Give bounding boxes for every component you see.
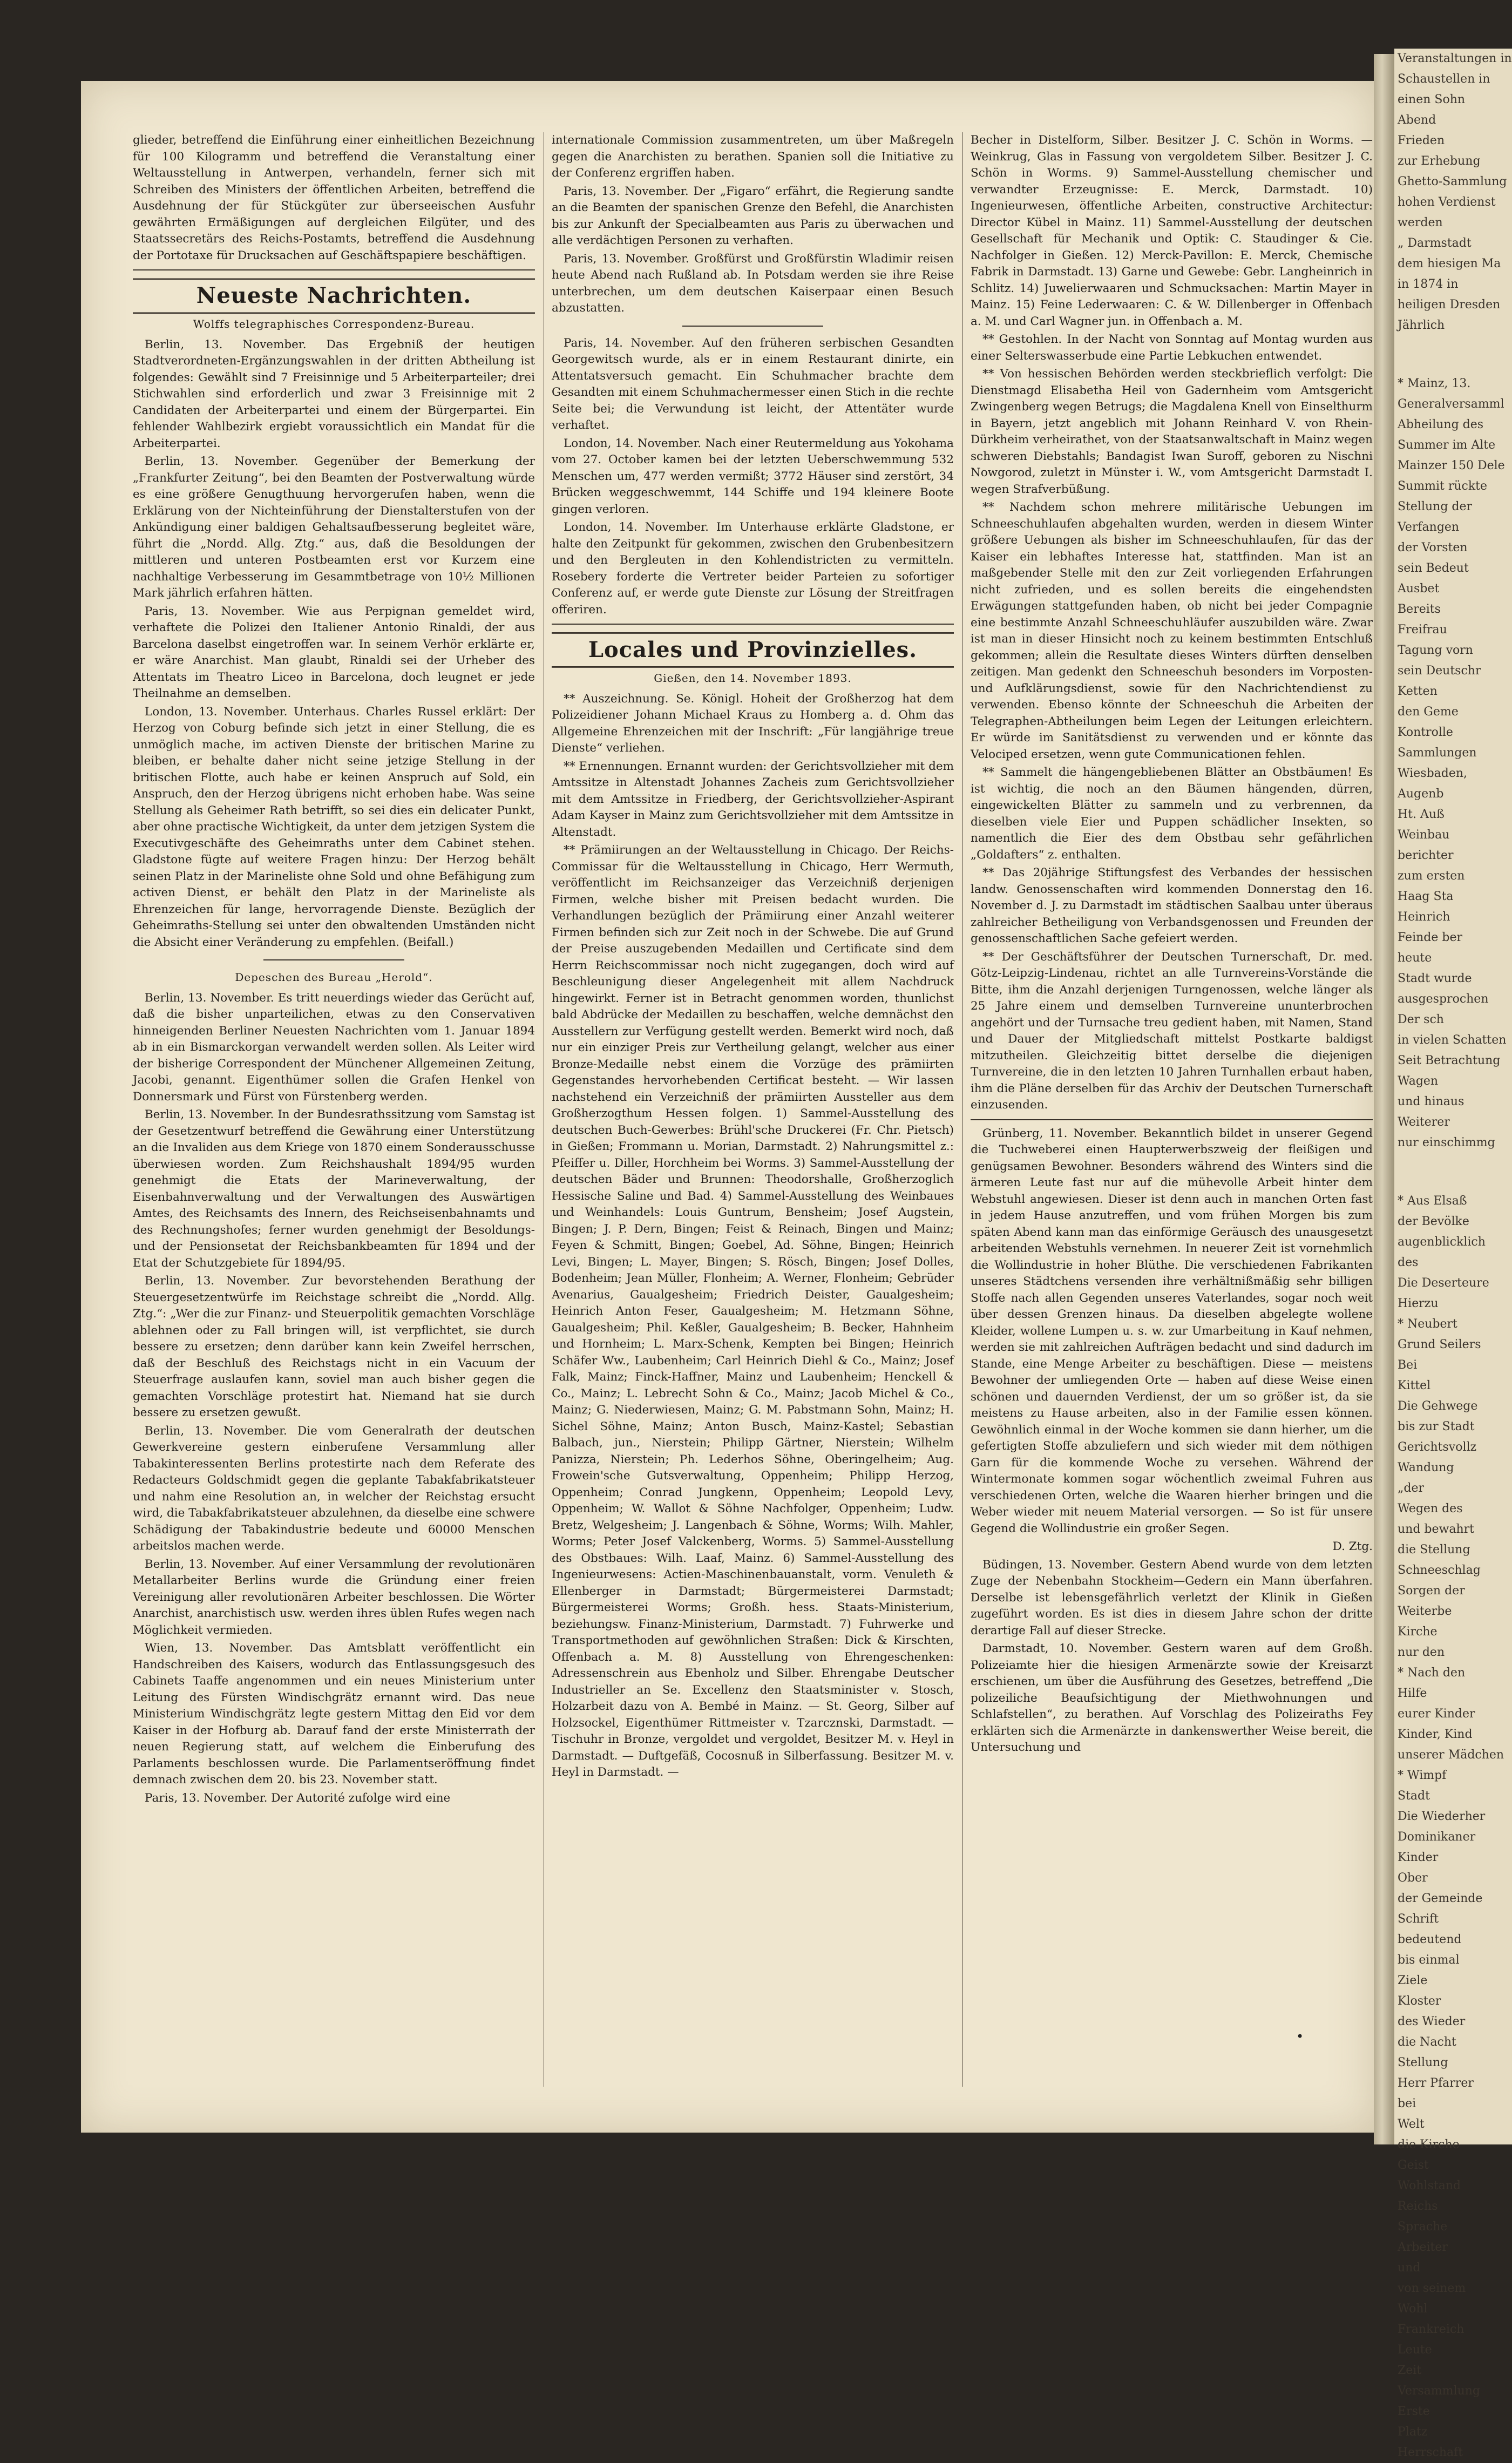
column-left bbox=[133, 132, 535, 2087]
adjacent-page-line: Leute bbox=[1398, 2343, 1432, 2357]
adjacent-page-line: Ht. Auß bbox=[1398, 808, 1445, 821]
divider bbox=[682, 326, 823, 327]
article-paragraph: Berlin, 13. November. Zur bevorstehenden Berathung der Steuergesetzentwürfe im Reichstage schreibt die „Nordd. Allg. Ztg.“: „Wer die zur Finanz- und Steuerpolitik gemachten Vorschläge ablehnen oder zu Fall bringen will, ist verpflichtet, sie durch bessere zu ersetzen; denn darüber kann kein Zweifel herrschen, daß der Beschluß des Reichstags nicht in ein Vacuum der Steuerfrage auslaufen kann, soviel man auch bisher gegen die gemachten Vorschläge protestirt hat. Niemand hat sie durch bessere zu ersetzen gewußt. bbox=[133, 1274, 535, 1419]
section-title: Locales und Provinzielles. bbox=[552, 632, 954, 668]
adjacent-page-line: heute bbox=[1398, 951, 1432, 965]
adjacent-page-line: Ziele bbox=[1398, 1974, 1428, 1987]
article-paragraph: Becher in Distelform, Silber. Besitzer J. C. Schön in Worms. — Weinkrug, Glas in Fassung von vergoldetem Silber. Besitzer J. C. Schön in Worms. 9) Sammel-Ausstellung chemischer und verwandter Erzeugnisse: E. Merck, Darmstadt. 10) Ingenieurwesen, öffentliche Arbeiten, constructive Architectur: Director Kübel in Mainz. 11) Sammel-Ausstellung der deutschen Gesellschaft für Mechanik und Optik: C. Staudinger & Cie. Nachfolger in Gießen. 12) Merck-Pavillon: E. Merck, Chemische Fabrik in Darmstadt. 13) Garne und Gewebe: Gebr. Langheinrich in Schlitz. 14) Juwelierwaaren und Schmucksachen: Martin Mayer in Mainz. 15) Feine Lederwaaren: C. & W. Dillenberger in Offenbach a. M. und Carl Wagner jun. in Offenbach a. M. bbox=[971, 133, 1373, 328]
adjacent-page-line: sein Bedeut bbox=[1398, 561, 1469, 575]
adjacent-page-line: in vielen Schatten bbox=[1398, 1033, 1507, 1047]
adjacent-page-line: heiligen Dresden bbox=[1398, 298, 1501, 312]
adjacent-page-line: * Mainz, 13. bbox=[1398, 377, 1471, 390]
article-paragraph: ** Prämiirungen an der Weltausstellung in Chicago. Der Reichs-Commissar für die Weltausstellung in Chicago, Herr Wermuth, veröffentlicht im Reichsanzeiger das Verzeichniß derjenigen Firmen, welche bisher mit Preisen bedacht wurden. Die Verhandlungen bezüglich der Prämiirung einer Anzahl weiterer Firmen befinden sich zur Zeit noch in der Schwebe. Die auf Grund der Preise auszugebenden Medaillen und Certificate sind dem Herrn Reichscommissar noch nicht zugegangen, doch wird auf Beschleunigung dieser Angelegenheit mit allem Nachdruck hingewirkt. Ferner ist in Betracht genommen worden, thunlichst bald Abdrücke der Medaillen zu beschaffen, welche demnächst den Ausstellern zur Verfügung gestellt werden. Bemerkt wird noch, daß nur ein einziger Preis zur Vertheilung gelangt, welcher aus einer Bronze-Medaille nebst einem die Vorzüge des prämiirten Gegenstandes hervorhebenden Certificat besteht. — Wir lassen nachstehend ein Verzeichniß der prämiirten Aussteller aus dem Großherzogthum Hessen folgen. 1) Sammel-Ausstellung des deutschen Buch-Gewerbes: Brühl'sche Druckerei (Fr. Chr. Pietsch) in Gießen; Frommann u. Morian, Darmstadt. 2) Nahrungsmittel z.: Pfeiffer u. Diller, Horchheim bei Worms. 3) Sammel-Ausstellung der deutschen Bäder und Brunnen: Theodorshalle, Großherzoglich Hessische Saline und Bad. 4) Sammel-Ausstellung des Weinbaues und Weinhandels: Louis Guntrum, Bensheim; Josef Augstein, Bingen; J. P. Dern, Bingen; Feist & Reinach, Bingen und Mainz; Feyen & Schmitt, Bingen; Goebel, Ad. Söhne, Bingen; Heinrich Levi, Bingen; L. Mayer, Bingen; S. Rösch, Bingen; Josef Dolles, Bodenheim; Jean Müller, Flonheim; A. Werner, Flonheim; Gebrüder Avenarius, Gaualgesheim; Friedrich Deister, Gaualgesheim; Heinrich Anton Feser, Gaualgesheim; M. Hetzmann Söhne, Gaualgesheim; Phil. Keßler, Gaualgesheim; B. Becker, Hahnheim und Hornheim; L. Marx-Schenk, Kempten bei Bingen; Heinrich Schäfer Ww., Laubenheim; Carl Heinrich Diehl & Co., Mainz; Josef Falk, Mainz; Finck-Haffner, Mainz und Laubenheim; Henckell & Co., Mainz; L. Lebrecht Sohn & Co., Mainz; Jacob Michel & Co., Mainz; G. Niederwiesen, Mainz; G. M. Pabstmann Sohn, Mainz; H. Sichel Söhne, Mainz; Anton Busch, Mainz-Kastel; Sebastian Balbach, jun., Nierstein; Philipp Gärtner, Nierstein; Wilhelm Panizza, Nierstein; Ph. Lederhos Söhne, Oberingelheim; Aug. Frowein'sche Gutsverwaltung, Oppenheim; Philipp Herzog, Oppenheim; Conrad Jungkenn, Oppenheim; Leopold Levy, Oppenheim; W. Wallot & Söhne Nachfolger, Oppenheim; Ludw. Bretz, Welgesheim; J. Langenbach & Söhne, Worms; Wilh. Mahler, Worms; Peter Josef Valckenberg, Worms. 5) Sammel-Ausstellung des Obstbaues: Wilh. Laaf, Mainz. 6) Sammel-Ausstellung des Ingenieurwesens: Actien-Maschinenbauanstalt, vorm. Venuleth & Ellenberger in Darmstadt; Bürgermeisterei Darmstadt; Bürgermeisterei Worms; Großh. hess. Staats-Ministerium, beziehungsw. Finanz-Ministerium, Darmstadt. 7) Fuhrwerke und Transportmethoden auf gewöhnlichen Straßen: Dick & Kirschten, Offenbach a. M. 8) Ausstellung von Ehrengeschenken: Adressenschrein aus Ebenholz und Silber. Ehrengabe Deutscher Industrieller an Se. Excellenz den Staatsminister v. Stosch, Holzarbeit dazu von A. Bembé in Mainz. — St. Georg, Silber auf Holzsockel, Eigenthümer Rittmeister v. Tzarcznski, Darmstadt. — Tischuhr in Bronze, vergoldet und vergoldet, Besitzer M. v. Heyl in Darmstadt. — Duftgefäß, Cocosnuß in Silberfassung. Besitzer M. v. Heyl in Darmstadt. — bbox=[552, 843, 954, 1779]
adjacent-page-line: Schrift bbox=[1398, 1912, 1439, 1926]
adjacent-page-line: Die Gehwege bbox=[1398, 1399, 1478, 1413]
article-paragraph: Darmstadt, 10. November. Gestern waren auf dem Großh. Polizeiamte hier die hiesigen Armenärzte sowie der Kreisarzt erschienen, um über die Ausführung des Gesetzes, betreffend „Die polizeiliche Beaufsichtigung der Miethwohnungen und Schlafstellen“, zu berathen. Auf Vorschlag des Polizeiraths Fey erklärten sich die Armenärzte in dankenswerther Weise bereit, die Untersuchung und bbox=[971, 1642, 1373, 1754]
adjacent-page-fragment bbox=[1394, 49, 1512, 2459]
adjacent-page-line: Abend bbox=[1398, 113, 1436, 127]
adjacent-page-line: werden bbox=[1398, 216, 1443, 229]
adjacent-page-line: Weinbau bbox=[1398, 828, 1450, 842]
adjacent-page-line: den Geme bbox=[1398, 705, 1459, 719]
adjacent-page-line: Dominikaner bbox=[1398, 1830, 1476, 1844]
adjacent-page-line: Kontrolle bbox=[1398, 726, 1453, 739]
adjacent-page-line: Arbeiter bbox=[1398, 2241, 1448, 2254]
adjacent-page-line: Kirche bbox=[1398, 1625, 1438, 1639]
adjacent-page-line: Der sch bbox=[1398, 1013, 1444, 1026]
article-paragraph: Berlin, 13. November. Das Ergebniß der heutigen Stadtverordneten-Ergänzungswahlen in der dritten Abtheilung ist folgendes: Gewählt sind 7 Freisinnige und 5 Arbeiterparteiler; drei Stichwahlen sind erforderlich und zwar 3 Freisinnige mit 2 Candidaten der Arbeiterpartei und einem der Bürgerpartei. Ein fehlender Wahlbezirk ergiebt voraussichtlich ein Mandat für die Arbeiterpartei. bbox=[133, 337, 535, 450]
adjacent-page-line: bedeutend bbox=[1398, 1933, 1462, 1946]
adjacent-page-line: bis zur Stadt bbox=[1398, 1420, 1475, 1433]
adjacent-page-line: Die Wiederher bbox=[1398, 1810, 1486, 1823]
adjacent-page-line: der Gemeinde bbox=[1398, 1892, 1483, 1905]
adjacent-page-line: Schaustellen in bbox=[1398, 72, 1490, 86]
newspaper-page bbox=[81, 81, 1374, 2133]
adjacent-page-line: Erste bbox=[1398, 2405, 1430, 2418]
adjacent-page-line: zum ersten bbox=[1398, 869, 1465, 883]
adjacent-page-line: Kittel bbox=[1398, 1379, 1431, 1392]
adjacent-page-line: und bewahrt bbox=[1398, 1523, 1474, 1536]
adjacent-page-line: berichter bbox=[1398, 849, 1454, 862]
adjacent-page-line: nur einschimmg bbox=[1398, 1136, 1495, 1149]
adjacent-page-line: Herrschaft bbox=[1398, 2446, 1463, 2459]
adjacent-page-line: Stadt bbox=[1398, 1789, 1430, 1803]
adjacent-page-line: Freifrau bbox=[1398, 623, 1447, 637]
adjacent-page-line: Wohl bbox=[1398, 2302, 1428, 2316]
article-paragraph: Berlin, 13. November. Die vom Generalrath der deutschen Gewerkvereine gestern einberufene Versammlung aller Tabakinteressenten Berlins protestirte nach dem Referate des Redacteurs Goldschmidt gegen die geplante Tabakfabrikatsteuer und nahm eine Resolution an, in welcher der Reichstag ersucht wird, die Tabakfabrikatsteuer abzulehnen, da dieselbe eine schwere Schädigung der Tabakindustrie bedeute und 60000 Menschen arbeitslos machen werde. bbox=[133, 1424, 535, 1553]
column-middle bbox=[552, 132, 954, 2087]
adjacent-page-line: „ Darmstadt bbox=[1398, 236, 1472, 250]
section-subtitle: Wolffs telegraphisches Correspondenz-Bureau. bbox=[193, 317, 475, 330]
article-paragraph: London, 14. November. Nach einer Reutermeldung aus Yokohama vom 27. October kamen bei der letzten Ueberschwemmung 532 Menschen um, 477 werden vermißt; 3772 Häuser sind zerstört, 34 Brücken weggeschwemmt, 144 Schiffe und 194 kleinere Boote gingen verloren. bbox=[552, 436, 954, 516]
article-paragraph: Berlin, 13. November. Auf einer Versammlung der revolutionären Metallarbeiter Berlins wurde die Gründung einer freien Vereinigung aller revolutionären Arbeiter beschlossen. Die Wörter Anarchist, anarchistisch usw. werden ihres üblen Rufes wegen nach Möglichkeit vermieden. bbox=[133, 1557, 535, 1637]
adjacent-page-line: Ausbet bbox=[1398, 582, 1440, 596]
adjacent-page-line: Mainzer 150 Dele bbox=[1398, 459, 1505, 472]
adjacent-page-line: Schneeschlag bbox=[1398, 1564, 1481, 1577]
adjacent-page-line: hohen Verdienst bbox=[1398, 195, 1496, 209]
adjacent-page-line: Heinrich bbox=[1398, 910, 1450, 924]
column-rule bbox=[962, 132, 963, 2087]
adjacent-page-line: und hinaus bbox=[1398, 1095, 1464, 1108]
divider bbox=[552, 624, 954, 625]
adjacent-page-line: die Stellung bbox=[1398, 1543, 1470, 1557]
article-paragraph: ** Von hessischen Behörden werden steckbrieflich verfolgt: Die Dienstmagd Elisabetha Heil von Gadernheim vom Amtsgericht Zwingenberg wegen Betrugs; die Magdalena Knell von Einselthurm in Bayern, jetzt angeblich mit Johann Reinhard V. von Rhein-Dürkheim verheirathet, von der Staatsanwaltschaft in Mainz wegen schweren Diebstahls; Bandagist Iwan Suroff, geboren zu Nischni Nowgorod, zuletzt in Münster i. W., vom Amtsgericht Darmstadt I. wegen Strafverbüßung. bbox=[971, 367, 1373, 496]
adjacent-page-line: Sprache bbox=[1398, 2220, 1448, 2234]
article-source: D. Ztg. bbox=[1332, 1540, 1373, 1553]
adjacent-page-line: Platz bbox=[1398, 2425, 1428, 2439]
adjacent-page-line: Grund Seilers bbox=[1398, 1338, 1481, 1351]
adjacent-page-line: Hierzu bbox=[1398, 1297, 1439, 1310]
adjacent-page-line: Augenb bbox=[1398, 787, 1444, 801]
article-paragraph: ** Ernennungen. Ernannt wurden: der Gerichtsvollzieher mit dem Amtssitze in Altenstadt Johannes Zacheis zum Gerichtsvollzieher mit dem Amtssitze in Friedberg, der Gerichtsvollzieher-Aspirant Adam Kayser in Mainz zum Gerichtsvollzieher mit dem Amtssitze in Altenstadt. bbox=[552, 759, 954, 839]
adjacent-page-line: Weiterbe bbox=[1398, 1605, 1452, 1618]
adjacent-page-line: dem hiesigen Ma bbox=[1398, 257, 1501, 270]
adjacent-page-line: Bei bbox=[1398, 1358, 1418, 1372]
adjacent-page-line: Verfangen bbox=[1398, 520, 1460, 534]
adjacent-page-line: unserer Mädchen bbox=[1398, 1748, 1504, 1762]
adjacent-page-line: * Aus Elsaß bbox=[1398, 1194, 1467, 1208]
article-paragraph: Büdingen, 13. November. Gestern Abend wurde von dem letzten Zuge der Nebenbahn Stockheim—Gedern ein Mann überfahren. Derselbe ist lebensgefährlich verletzt der Klinik in Gießen zugeführt worden. Es ist dies in diesem Jahre schon der dritte derartige Fall auf dieser Strecke. bbox=[971, 1558, 1373, 1638]
article-paragraph: London, 14. November. Im Unterhause erklärte Gladstone, er halte den Zeitpunkt für gekommen, zwischen den Grubenbesitzern und den Bergleuten in den Kohlendistricten zu vermitteln. Rosebery forderte die Vertreter beider Parteien zu sofortiger Conferenz auf, er werde gute Dienste zur Lösung der Streitfragen offeriren. bbox=[552, 520, 954, 617]
article-paragraph: ** Sammelt die hängengebliebenen Blätter an Obstbäumen! Es ist wichtig, die noch an den Bäumen hängenden, dürren, eingewickelten Blätter zu sammeln und zu verbrennen, da dieselben viele Eier und Puppen schädlicher Insekten, so namentlich die Eier des dem Obstbau sehr gefährlichen „Goldafters“ z. enthalten. bbox=[971, 766, 1373, 862]
adjacent-page-line: Summit rückte bbox=[1398, 479, 1488, 493]
article-paragraph: Paris, 14. November. Auf den früheren serbischen Gesandten Georgewitsch wurde, als er in einem Restaurant dinirte, ein Attentatsversuch gemacht. Ein Schuhmacher brachte dem Gesandten mit einem Schuhmachermesser einen Stich in die rechte Seite bei; die Verwundung ist leicht, der Attentäter wurde verhaftet. bbox=[552, 336, 954, 432]
adjacent-page-line: der Vorsten bbox=[1398, 541, 1468, 554]
adjacent-page-line: sein Deutschr bbox=[1398, 664, 1481, 678]
adjacent-page-line: Wegen des bbox=[1398, 1502, 1463, 1515]
article-paragraph: Paris, 13. November. Der „Figaro“ erfährt, die Regierung sandte an die Beamten der spanischen Grenze den Befehl, die Anarchisten bis zur Ankunft der Specialbeamten aus Paris zu überwachen und alle verdächtigen Personen zu verhaften. bbox=[552, 184, 954, 247]
adjacent-page-line: Kinder, Kind bbox=[1398, 1728, 1473, 1741]
adjacent-page-line: Hilfe bbox=[1398, 1687, 1427, 1700]
adjacent-page-line: Summer im Alte bbox=[1398, 438, 1496, 452]
adjacent-page-line: Stellung bbox=[1398, 2056, 1448, 2069]
adjacent-page-line: Welt bbox=[1398, 2117, 1425, 2131]
adjacent-page-line: Ghetto-Sammlung bbox=[1398, 175, 1507, 188]
article-paragraph: ** Das 20jährige Stiftungsfest des Verbandes der hessischen landw. Genossenschaften wird kommenden Donnerstag den 16. November d. J. zu Darmstadt im städtischen Saalbau unter überaus zahlreicher Betheiligung von Verbandsgenossen und Freunden der genossenschaftlichen Sache gefeiert werden. bbox=[971, 866, 1373, 945]
adjacent-page-line: Wiesbaden, bbox=[1398, 767, 1468, 780]
adjacent-page-line: von seinem bbox=[1398, 2282, 1466, 2295]
adjacent-page-line: Wandung bbox=[1398, 1461, 1454, 1474]
article-paragraph: Wien, 13. November. Das Amtsblatt veröffentlicht ein Handschreiben des Kaisers, wodurch das Entlassungsgesuch des Cabinets Taaffe angenommen und ein neues Ministerium unter Leitung des Fürsten Windischgrätz ernannt wird. Das neue Ministerium Windischgrätz legte gestern Mittag den Eid vor dem Kaiser in der Hofburg ab. Darauf fand der erste Ministerrath der neuen Regierung statt, auf welchem die Einberufung des Parlaments beschlossen wurde. Die Parlamentseröffnung findet demnach zwischen dem 20. bis 23. November statt. bbox=[133, 1641, 535, 1787]
adjacent-page-line: Abheilung des bbox=[1398, 418, 1484, 431]
article-paragraph: London, 13. November. Unterhaus. Charles Russel erklärt: Der Herzog von Coburg befinde sich jetzt in einer Stellung, die es unmöglich mache, im activen Dienste der britischen Marine zu bleiben, er behalte daher nicht seine jetzige Stellung in der britischen Flotte, auch habe er keinen Anspruch auf Sold, ein Anspruch, den der Herzog übrigens nicht erhoben habe. Was seine Stellung als Geheimer Rath betrifft, so sei dies ein delicater Punkt, aber ohne practische Wichtigkeit, da unter dem jetzigen System die Executivgeschäfte des Geheimraths unter dem Cabinet stehen. Gladstone fügte auf weitere Fragen hinzu: Der Herzog behält seinen Platz in der Marineliste ohne Sold und ohne Befähigung zum activen Dienst, er behält den Platz in der Marineliste als Ehrenzeichen für lange, hervorragende Dienste. Bezüglich der Geheimraths-Stellung sei unter den obwaltenden Umständen nicht die Absicht einer Veränderung zu empfehlen. (Beifall.) bbox=[133, 705, 535, 949]
adjacent-page-line: * Neubert bbox=[1398, 1317, 1457, 1331]
page-edge bbox=[1374, 54, 1394, 2144]
article-paragraph: Berlin, 13. November. Es tritt neuerdings wieder das Gerücht auf, daß die bisher unparteilichen, etwas zu den Conservativen hinneigenden Berliner Neuesten Nachrichten vom 1. Januar 1894 ab in ein Bismarckorgan verwandelt werden sollen. Als Leiter wird der bisherige Correspondent der Münchener Allgemeinen Zeitung, Jacobi, genannt. Eigenthümer sollen die Grafen Henkel von Donnersmark und Fürst von Fürstenberg werden. bbox=[133, 991, 535, 1104]
adjacent-page-line: Kinder bbox=[1398, 1851, 1439, 1864]
adjacent-page-line: Veranstaltungen in bbox=[1398, 52, 1512, 65]
adjacent-page-line: nur den bbox=[1398, 1646, 1445, 1659]
column-right bbox=[971, 132, 1373, 2087]
adjacent-page-line: Tagung vorn bbox=[1398, 644, 1473, 657]
article-paragraph: internationale Commission zusammentreten, um über Maßregeln gegen die Anarchisten zu berathen. Spanien soll die Initiative zu der Conferenz ergriffen haben. bbox=[552, 133, 954, 180]
adjacent-page-line: und bbox=[1398, 2261, 1421, 2275]
divider bbox=[133, 269, 535, 270]
adjacent-page-line: Bereits bbox=[1398, 603, 1441, 616]
adjacent-page-line: augenblicklich bbox=[1398, 1235, 1486, 1249]
adjacent-page-line: Wagen bbox=[1398, 1074, 1439, 1088]
adjacent-page-line: des Wieder bbox=[1398, 2015, 1466, 2028]
dateline: Gießen, den 14. November 1893. bbox=[654, 672, 852, 685]
adjacent-page-line: Feinde ber bbox=[1398, 931, 1463, 944]
section-title: Neueste Nachrichten. bbox=[133, 278, 535, 314]
adjacent-page-line: des bbox=[1398, 1256, 1419, 1269]
adjacent-page-line: Stadt wurde bbox=[1398, 972, 1472, 985]
adjacent-page-line: die Nacht bbox=[1398, 2035, 1456, 2049]
divider bbox=[971, 1119, 1373, 1120]
article-paragraph: ** Nachdem schon mehrere militärische Uebungen im Schneeschuhlaufen abgehalten wurden, werden in diesem Winter größere Uebungen als bisher im Schneeschuhlaufen, für das der Kaiser ein lebhaftes Interesse hat, stattfinden. Man ist an maßgebender Stelle mit den zur Zeit vorliegenden Erfahrungen nicht zufrieden, und es sollen bereits die eingehendsten Erwägungen stattgefunden haben, ob nicht bei jeder Compagnie eine bestimmte Anzahl Schneeschuhläufer auszubilden wäre. Zwar ist man in dieser Hinsicht noch zu keinem bestimmten Entschluß gekommen; allein die Resultate dieses Winters dürften denselben zeitigen. Man gedenkt den Schneeschuh besonders im Vorposten- und Aufklärungsdienst, sowie für den Nachrichtendienst zu verwenden. Ebenso könnte der Schneeschuh die Arbeiten der Telegraphen-Abtheilungen beim Legen der Leitungen erleichtern. Er würde im Sanitätsdienst zu verwenden und er könnte das Velociped ersetzen, wenn gute Communicationen fehlen. bbox=[971, 500, 1373, 761]
adjacent-page-line: Sorgen der bbox=[1398, 1584, 1465, 1598]
adjacent-page-line: in 1874 in bbox=[1398, 278, 1459, 291]
article-paragraph: Paris, 13. November. Großfürst und Großfürstin Wladimir reisen heute Abend nach Rußland ab. In Potsdam werden sie ihre Reise unterbrechen, um dem deutschen Kaiserpaar einen Besuch abzustatten. bbox=[552, 252, 954, 315]
adjacent-page-line: die Kirche bbox=[1398, 2138, 1460, 2151]
adjacent-page-line: * Nach den bbox=[1398, 1666, 1466, 1680]
article-paragraph: ** Gestohlen. In der Nacht von Sonntag auf Montag wurden aus einer Selterswasserbude eine Partie Lebkuchen entwendet. bbox=[971, 333, 1373, 363]
article-paragraph: Berlin, 13. November. Gegenüber der Bemerkung der „Frankfurter Zeitung“, bei den Beamten der Postverwaltung würde es eine größere Genugthuung hervorgerufen haben, wenn die Erklärung von der Nichteinführung der Dienstalterstufen von der Ankündigung einer baldigen Gehaltsaufbesserung begleitet wäre, führt die „Nordd. Allg. Ztg.“ aus, daß die Besoldungen der mittleren und unteren Postbeamten erst vor Kurzem eine nachhaltige Verbesserung im Gesammtbetrage von 10½ Millionen Mark jährlich erfahren hätten. bbox=[133, 455, 535, 600]
article-paragraph: glieder, betreffend die Einführung einer einheitlichen Bezeichnung für 100 Kilogramm und betreffend die Veranstaltung einer Weltausstellung in Antwerpen, verhandeln, ferner sich mit Schreiben des Ministers der öffentlichen Arbeiten, betreffend die Ausdehnung der für Stückgüter zur überseeischen Ausfuhr gewährten Ermäßigungen auf dergleichen Eilgüter, und des Staatssecretärs des Reichs-Postamts, betreffend die Ausdehnung der Portotaxe für Drucksachen auf Geschäftspapiere beschäftigen. bbox=[133, 133, 535, 262]
article-paragraph: Grünberg, 11. November. Bekanntlich bildet in unserer Gegend die Tuchweberei einen Haupterwerbszweig der fleißigen und genügsamen Bewohner. Besonders während des Winters sind die ärmeren Leute fast nur auf die mühevolle Arbeit hinter dem Webstuhl angewiesen. Dieser ist denn auch in manchen Orten fast in jedem Hause anzutreffen, und vom frühen Morgen bis zum späten Abend kann man das einförmige Geräusch des unausgesetzt arbeitenden Webstuhls vernehmen. In neuerer Zeit ist vornehmlich die Wollindustrie in hoher Blüthe. Die verschiedenen Fabrikanten unseres Städtchens versenden ihre verhältnißmäßig sehr billigen Stoffe nach allen Gegenden unseres Vaterlandes, sogar noch weit über dessen Grenzen hinaus. Da dieselben abgelegte wollene Kleider, wollene Lumpen u. s. w. zur Umarbeitung in Kauf nehmen, werden sie mit zahlreichen Aufträgen bedacht und sind dadurch im Stande, eine Menge Arbeiter zu beschäftigen. Diese — meistens Bewohner der umliegenden Orte — haben auf diese Weise einen schönen und dauernden Verdienst, der um so größer ist, da sie meistens zu Hause arbeiten, also in der Familie essen können. Gewöhnlich einmal in der Woche kommen sie dann hierher, um die gefertigten Stoffe abzuliefern und sich wieder mit dem nöthigen Garn für die kommende Woche zu versehen. Während der Wintermonate kommen sogar wöchentlich zweimal Fuhren aus verschiedenen Orten, welche die Waaren hierher bringen und die Weber wieder mit neuem Material versorgen. — So ist für unsere Gegend die Wollindustrie ein großer Segen. bbox=[971, 1126, 1373, 1535]
adjacent-page-line: Sammlungen bbox=[1398, 746, 1477, 760]
adjacent-page-line: der Bevölke bbox=[1398, 1215, 1469, 1228]
adjacent-page-line: einen Sohn bbox=[1398, 93, 1466, 106]
adjacent-page-line: „der bbox=[1398, 1481, 1425, 1495]
adjacent-page-line: Frieden bbox=[1398, 134, 1445, 147]
adjacent-page-line: ausgesprochen bbox=[1398, 992, 1489, 1006]
adjacent-page-line: Wohlstand bbox=[1398, 2179, 1461, 2193]
adjacent-page-line: Weiterer bbox=[1398, 1115, 1450, 1129]
article-paragraph: Berlin, 13. November. In der Bundesrathssitzung vom Samstag ist der Gesetzentwurf betreffend die Gewährung einer Unterstützung an die Invaliden aus dem Kriege von 1870 einem Sonderausschusse überwiesen worden. Zum Reichshaushalt 1894/95 wurden genehmigt die Etats der Marineverwaltung, der Eisenbahnverwaltung und der Verwaltungen des Auswärtigen Amtes, des Reichsamts des Innern, des Reichseisenbahnamts und des Rechnungshofes; ferner wurden genehmigt der Besoldungs- und der Pensionsetat der Reichsbankbeamten für 1894 und der Etat der Schutzgebiete für 1894/95. bbox=[133, 1108, 535, 1270]
adjacent-page-line: eurer Kinder bbox=[1398, 1707, 1475, 1721]
article-paragraph: ** Auszeichnung. Se. Königl. Hoheit der Großherzog hat dem Polizeidiener Johann Michael Kraus zu Homberg a. d. Ohm das Allgemeine Ehrenzeichen mit der Inschrift: „Für langjährige treue Dienste“ verliehen. bbox=[552, 692, 954, 755]
adjacent-page-line: bis einmal bbox=[1398, 1953, 1460, 1967]
adjacent-page-line: bei bbox=[1398, 2097, 1416, 2110]
adjacent-page-line: Herr Pfarrer bbox=[1398, 2076, 1474, 2090]
adjacent-page-line: Ketten bbox=[1398, 685, 1438, 698]
adjacent-page-line: Generalversamml bbox=[1398, 397, 1504, 411]
adjacent-page-line: Zeit bbox=[1398, 2364, 1422, 2377]
adjacent-page-line: Frankreich bbox=[1398, 2323, 1464, 2336]
adjacent-page-line: Gerichtsvollz bbox=[1398, 1440, 1477, 1454]
adjacent-page-line: Geist bbox=[1398, 2158, 1429, 2172]
article-paragraph: Paris, 13. November. Der Autorité zufolge wird eine bbox=[145, 1791, 451, 1805]
adjacent-page-line: Ober bbox=[1398, 1871, 1428, 1885]
section-subtitle: Depeschen des Bureau „Herold“. bbox=[235, 971, 433, 984]
bullet-mark: • bbox=[1296, 2029, 1304, 2044]
divider bbox=[263, 959, 404, 960]
adjacent-page-line: Jährlich bbox=[1398, 319, 1445, 332]
adjacent-page-line: * Wimpf bbox=[1398, 1769, 1447, 1782]
adjacent-page-line: zur Erhebung bbox=[1398, 154, 1481, 168]
adjacent-page-line: Die Deserteure bbox=[1398, 1276, 1489, 1290]
adjacent-page-line: Kloster bbox=[1398, 1994, 1441, 2008]
article-paragraph: ** Der Geschäftsführer der Deutschen Turnerschaft, Dr. med. Götz-Leipzig-Lindenau, richtet an alle Turnvereins-Vorstände die Bitte, ihm die Anzahl derjenigen Turngenossen, welche länger als 25 Jahre einem und demselben Turnvereine ununterbrochen angehört und der Turnsache treu gedient haben, mit Namen, Stand und Dauer der Mitgliedschaft mittelst Postkarte baldigst mitzutheilen. Gleichzeitig bittet derselbe die diejenigen Turnvereine, die in den letzten 10 Jahren Turnhallen erbaut haben, ihm die Pläne derselben für das Archiv der Deutschen Turnerschaft einzusenden. bbox=[971, 950, 1373, 1112]
adjacent-page-line: Reichs bbox=[1398, 2200, 1438, 2213]
adjacent-page-line: Versammlung bbox=[1398, 2384, 1480, 2398]
adjacent-page-line: Seit Betrachtung bbox=[1398, 1054, 1501, 1067]
adjacent-page-line: Stellung der bbox=[1398, 500, 1473, 513]
article-paragraph: Paris, 13. November. Wie aus Perpignan gemeldet wird, verhaftete die Polizei den Italiener Antonio Rinaldi, der aus Barcelona daselbst eingetroffen war. In seinem Verhör erklärte er, er wäre Anarchist. Man glaubt, Rinaldi sei der Urheber des Attentats im Theatro Liceo in Barcelona, doch leugnet er jede Theilnahme an demselben. bbox=[133, 604, 535, 700]
adjacent-page-line: Haag Sta bbox=[1398, 890, 1454, 903]
